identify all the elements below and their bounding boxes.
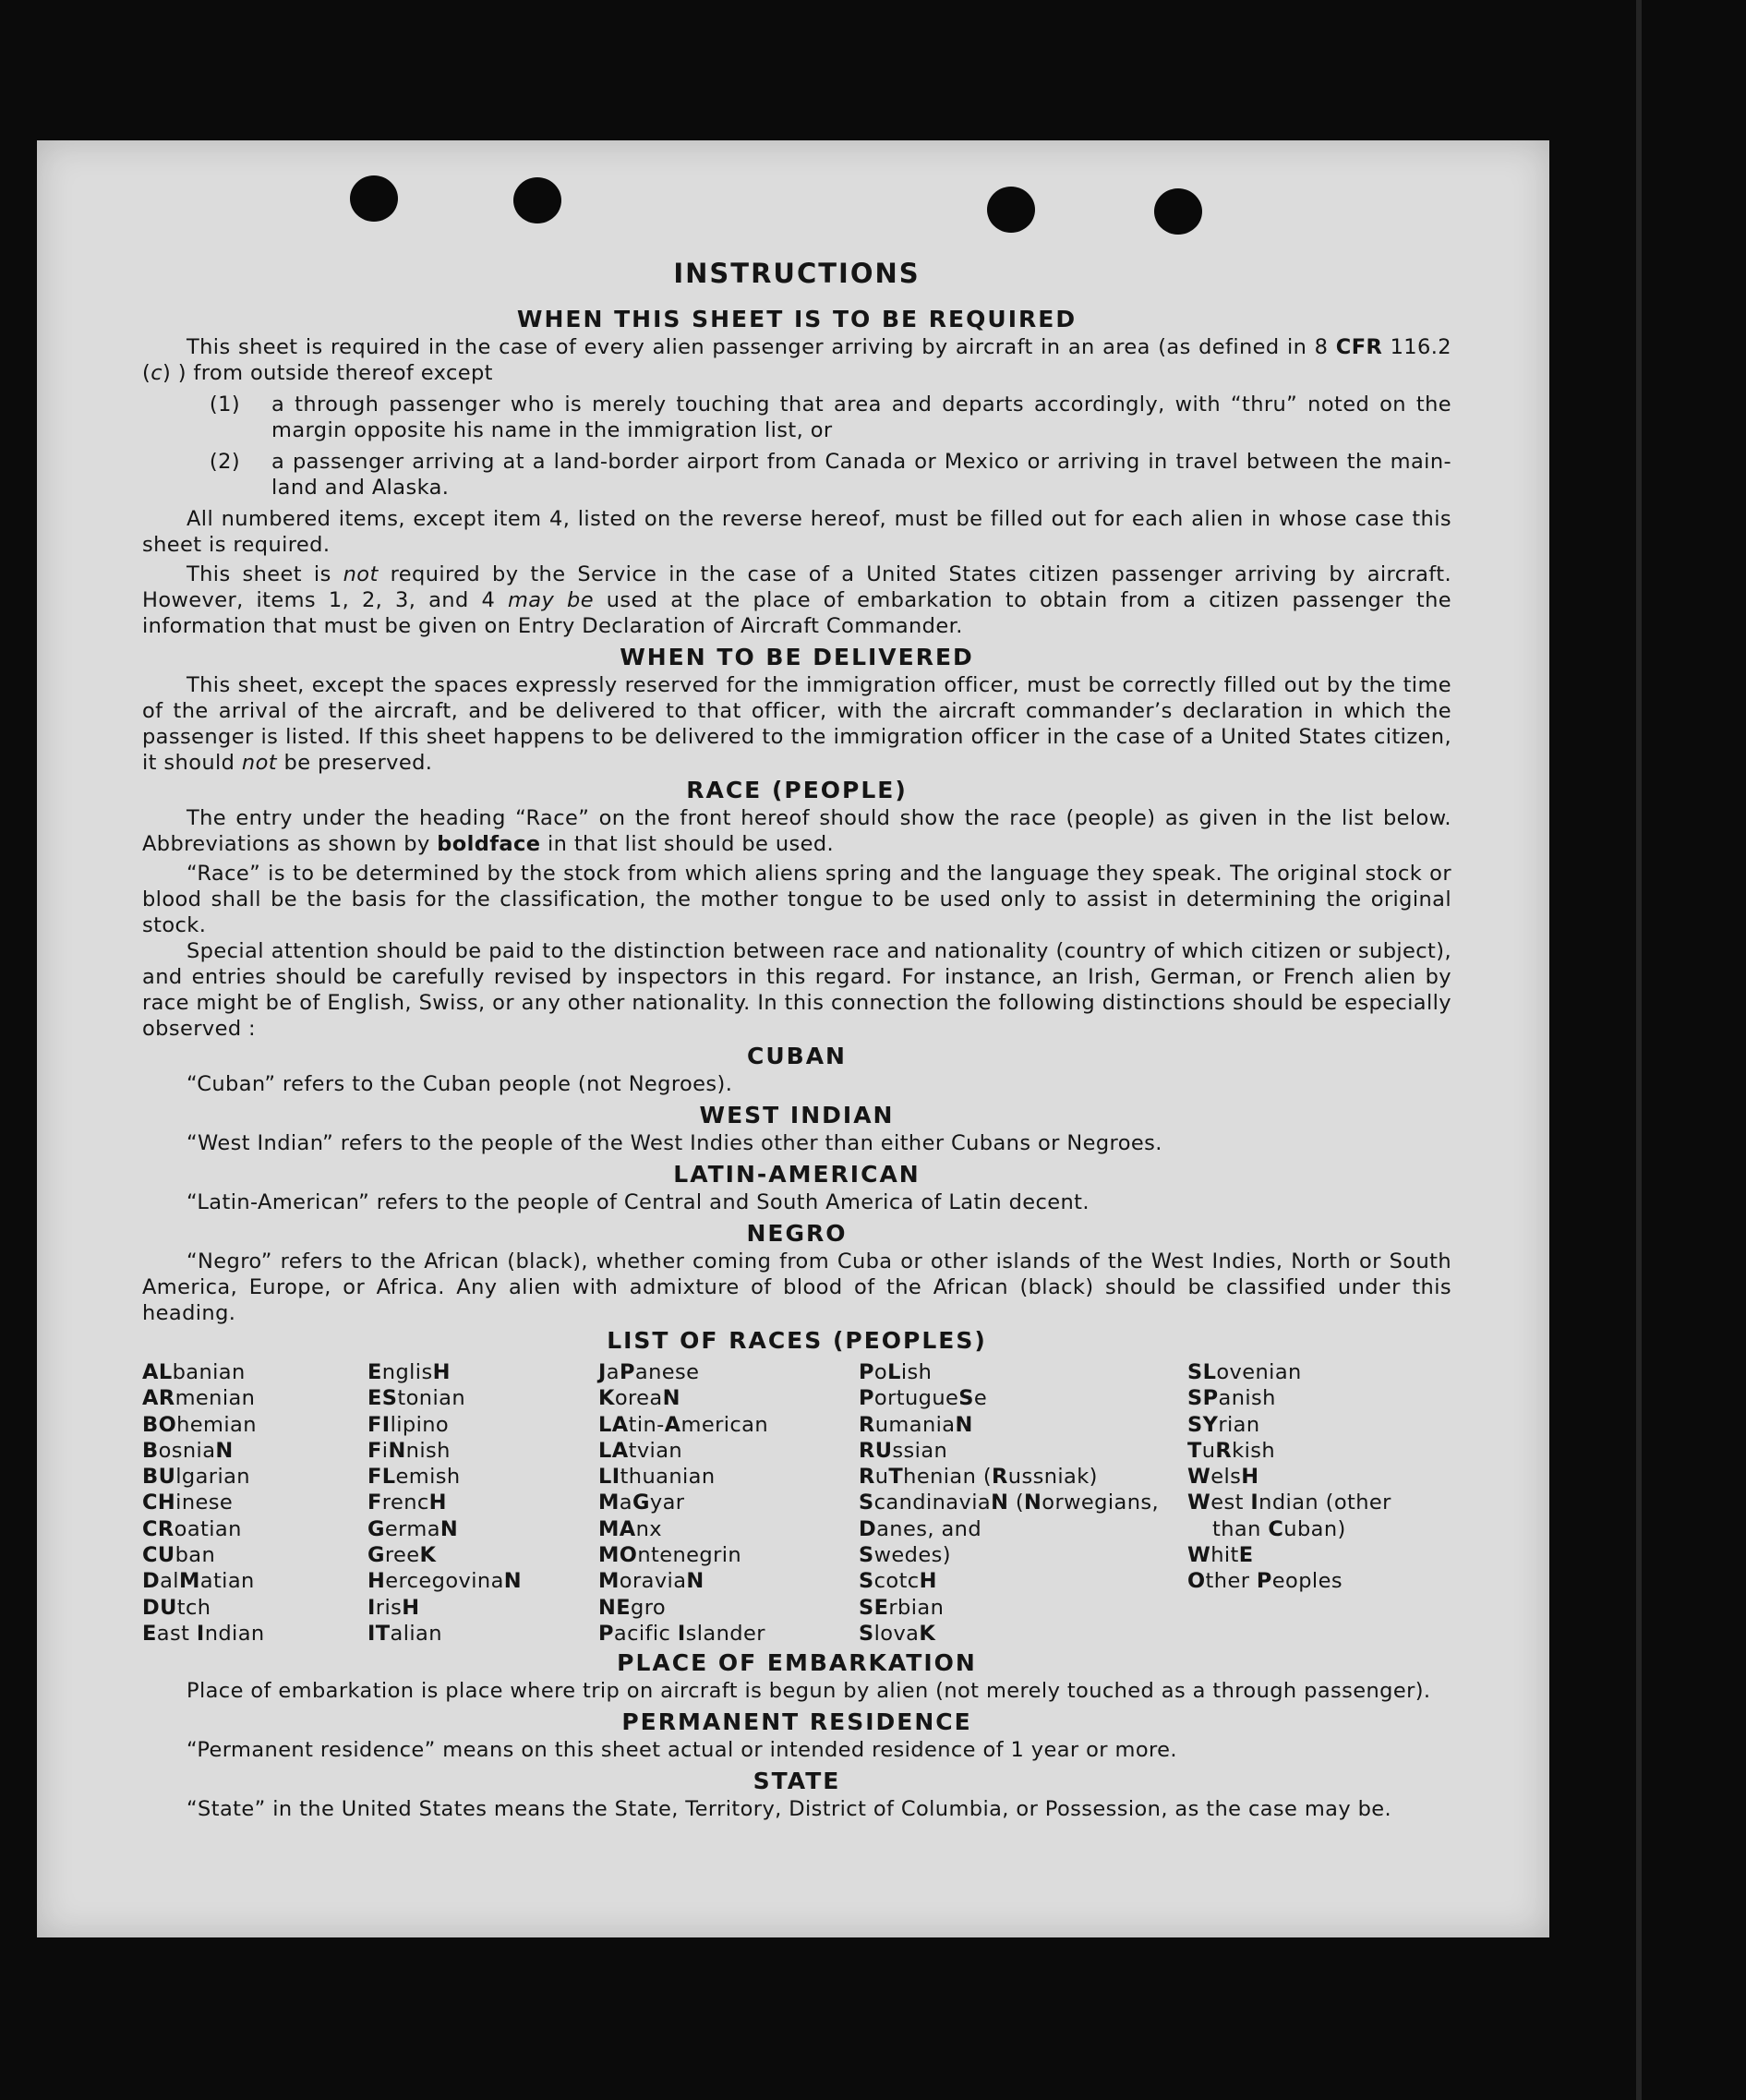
race-entry: PoLish [859,1360,933,1384]
instructions-content [142,260,1451,1822]
race-entry: MAnx [598,1516,663,1541]
race-entry: FIlipino [367,1412,450,1437]
race-entry: SLovenian [1187,1360,1302,1384]
text-segment: 116.2 ( [142,335,1452,385]
cfr-subsection: c [151,361,163,385]
race-entry: MOntenegrin [598,1543,742,1568]
race-entry: CRoatian [142,1516,242,1541]
race-entry: Other Peoples [1187,1569,1343,1594]
race-entry: ALbanian [142,1360,246,1384]
race-entry: SlovaK [859,1621,936,1646]
paragraph-negro: “Negro” refers to the African (black), whether coming from Cuba or other islands of the West Indies, North or South America, Europe, or Africa. Any alien with admixture of blood of the African (black) should be classified under this heading. [142,1249,1451,1325]
race-entry: ITalian [367,1621,442,1646]
paragraph-latin-american: “Latin-American” refers to the people of Central and South America of Latin decent. [187,1190,1090,1214]
film-edge [1636,0,1642,2100]
race-entry: GermaN [367,1516,459,1541]
race-entry: DUtch [142,1595,211,1620]
race-entry: GreeK [367,1543,437,1568]
race-column-3 [598,1359,859,1647]
page-title: INSTRUCTIONS [673,258,921,289]
race-column-2 [367,1359,598,1647]
heading-embarkation: PLACE OF EMBARKATION [617,1649,977,1677]
race-entry: East Indian [142,1621,265,1646]
race-entry: than Cuban) [1212,1516,1346,1541]
race-entry: DalMatian [142,1569,255,1594]
heading-list-of-races: LIST OF RACES (PEOPLES) [607,1327,987,1354]
race-entry: SPanish [1187,1386,1276,1411]
exception-item-1 [142,392,1451,443]
document-sheet [37,140,1549,1937]
text-segment: ) ) from outside thereof except [162,361,493,385]
paragraph-cuban: “Cuban” refers to the Cuban people (not Negroes). [187,1072,733,1096]
text-segment: This sheet, except the spaces expressly reserved for the immigration officer, must be correctly filled out by the time of the arrival of the aircraft, and be delivered to that officer, with the aircraft commander’s declaration in which the passenger is listed. If this sheet happens to be delivered to the immigration officer in the case of a United States citizen, it should [142,673,1451,775]
paragraph-permanent-residence: “Permanent residence” means on this sheet actual or intended residence of 1 year or more. [187,1738,1177,1763]
paragraph-west-indian: “West Indian” refers to the people of the West Indies other than either Cubans or Negroes. [187,1131,1162,1155]
race-entry: CUban [142,1543,216,1568]
race-entry: LAtvian [598,1438,683,1463]
race-entry: RumaniaN [859,1412,973,1437]
race-column-1 [142,1359,367,1647]
race-entry: ARmenian [142,1386,256,1411]
paragraph-state: “State” in the United States means the State, Territory, District of Columbia, or Possession, as the case may be. [187,1797,1392,1822]
text-segment: This sheet is required in the case of every alien passenger arriving by aircraft in an area (as defined in 8 [187,335,1336,359]
race-list [142,1359,1451,1647]
heading-west-indian: WEST INDIAN [699,1102,895,1128]
race-entry: ScotcH [859,1569,937,1594]
item-text: a through passenger who is merely touching that area and departs accordingly, with “thru” noted on the margin opposite his name in the immigration list, or [271,392,1451,442]
race-entry: NEgro [598,1595,667,1620]
race-entry: HercegovinaN [367,1569,523,1594]
race-column-5 [1187,1359,1446,1647]
emphasis-not: not [241,751,277,775]
race-entry: EStonian [367,1386,465,1411]
paragraph-citizen [142,561,1451,639]
paragraph-numbered-items: All numbered items, except item 4, listed on the reverse hereof, must be filled out for each alien in whose case this sheet is required. [142,507,1451,557]
race-entry: BUlgarian [142,1465,250,1490]
punch-hole-4 [1154,188,1202,235]
heading-when-delivered: WHEN TO BE DELIVERED [620,644,974,670]
boldface-word: boldface [437,832,541,856]
punch-hole-2 [513,177,561,223]
race-entry: FLemish [367,1465,461,1490]
cfr-abbrev: CFR [1335,335,1383,359]
paragraph-embarkation: Place of embarkation is place where trip on aircraft is begun by alien (not merely touched as a through passenger). [187,1679,1431,1704]
race-entry: PortugueSe [859,1386,988,1411]
race-entry: WelsH [1187,1465,1259,1490]
heading-race: RACE (PEOPLE) [686,777,908,803]
race-entry: WhitE [1187,1543,1254,1568]
text-segment: This sheet is [187,562,343,586]
emphasis-not: not [343,562,379,586]
race-entry: EnglisH [367,1360,451,1384]
heading-latin-american: LATIN-AMERICAN [673,1161,921,1188]
race-entry: Pacific Islander [598,1621,765,1646]
race-entry: BosniaN [142,1438,234,1463]
race-entry: KoreaN [598,1386,680,1411]
race-entry: Danes, and [859,1516,982,1541]
race-column-4 [859,1359,1187,1647]
race-entry: CHinese [142,1491,234,1515]
race-entry: JaPanese [598,1360,700,1384]
race-entry: ScandinaviaN (Norwegians, [859,1491,1160,1515]
race-entry: SYrian [1187,1412,1260,1437]
race-entry: LIthuanian [598,1465,716,1490]
item-number: (1) [209,392,240,416]
paragraph-delivered [142,672,1451,776]
race-entry: Swedes) [859,1543,951,1568]
race-entry: SErbian [859,1595,945,1620]
race-entry: MoraviaN [598,1569,704,1594]
heading-when-required: WHEN THIS SHEET IS TO BE REQUIRED [516,306,1078,332]
race-entry: TuRkish [1187,1438,1276,1463]
heading-negro: NEGRO [746,1220,848,1247]
text-segment: in that list should be used. [540,832,835,856]
heading-state: STATE [753,1768,841,1795]
race-entry: West Indian (other [1187,1491,1391,1515]
race-entry: BOhemian [142,1412,257,1437]
text-segment: be preserved. [276,751,433,775]
paragraph-race-2: “Race” is to be determined by the stock from which aliens spring and the language they speak. The original stock or blood shall be the basis for the classification, the mother tongue to be used only to assist in determining the original stock. [142,862,1451,937]
race-entry: FrencH [367,1491,447,1515]
race-entry: FiNnish [367,1438,451,1463]
punch-hole-3 [987,187,1035,233]
race-entry: IrisH [367,1595,420,1620]
race-entry: LAtin-American [598,1412,769,1437]
item-number: (2) [209,450,240,474]
race-entry: RUssian [859,1438,948,1463]
paragraph-race-1 [142,805,1451,857]
heading-permanent-residence: PERMANENT RESIDENCE [621,1708,972,1736]
text-segment: required by the Service in the case of a United States citizen passenger arriving by aircraft. However, items 1, 2, 3, and 4 [142,562,1452,612]
text-segment: The entry under the heading “Race” on the front hereof should show the race (people) as given in the list below. Abbreviations as shown by [142,806,1451,856]
punch-hole-1 [350,175,398,222]
item-text: a passenger arriving at a land-border airport from Canada or Mexico or arriving in travel between the main-land and Alaska. [271,450,1451,500]
exception-item-2 [142,449,1451,501]
emphasis-may-be: may be [507,588,594,612]
paragraph-race-3: Special attention should be paid to the distinction between race and nationality (country of which citizen or subject), and entries should be carefully revised by inspectors in this regard. For instance, an Irish, German, or French alien by race might be of English, Swiss, or any other nationality. In this connection the following distinctions should be especially observed : [142,939,1451,1041]
heading-cuban: CUBAN [747,1043,847,1069]
race-entry: RuThenian (Russniak) [859,1465,1098,1490]
race-entry: MaGyar [598,1491,685,1515]
text-segment: used at the place of embarkation to obtain from a citizen passenger the information that must be given on Entry Declaration of Aircraft Commander. [142,588,1451,638]
paragraph-required-intro [142,334,1451,386]
